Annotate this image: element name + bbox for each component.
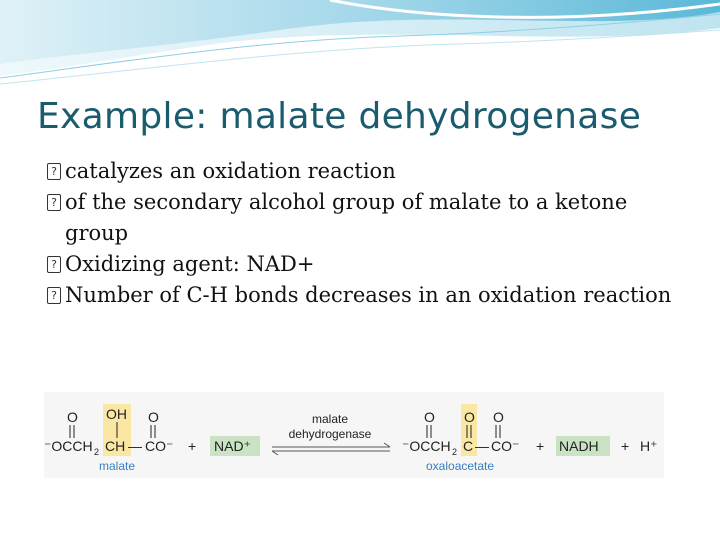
bullet-item (47, 280, 687, 311)
bullet-text: of the secondary alcohol group of malate to a ketone group (65, 190, 628, 245)
oxaloacetate-label: oxaloacetate (426, 459, 495, 473)
oxaloacetate-formula-end: CO⁻ (491, 438, 520, 454)
bullet-glyph-icon: ? (47, 194, 61, 211)
malate-subscript-2: 2 (94, 447, 100, 457)
enzyme-name-line1: malate (311, 412, 349, 426)
equilibrium-arrows-icon (272, 443, 390, 455)
malate-formula-ch: CH (105, 438, 126, 454)
header-wave-decoration (0, 0, 720, 90)
reaction-figure (44, 392, 664, 478)
bullet-glyph-icon: ? (47, 163, 61, 180)
plus-sign-1: + (188, 438, 197, 454)
malate-top-o1: O (67, 409, 78, 425)
malate-label: malate (99, 459, 136, 473)
bullet-text: Oxidizing agent: NAD+ (65, 252, 315, 276)
malate-oxidation-reaction-diagram (44, 392, 664, 478)
oxaloacetate-top-o3: O (493, 409, 504, 425)
oxaloacetate-formula-start: ⁻OCCH (402, 438, 451, 454)
bullet-item (47, 187, 687, 249)
bullet-list (47, 156, 687, 311)
nadh-label: NADH (559, 438, 599, 454)
oxaloacetate-top-o1: O (424, 409, 435, 425)
plus-sign-3: + (621, 438, 630, 454)
bullet-item (47, 156, 687, 187)
proton-label: H⁺ (640, 438, 658, 454)
malate-top-o2: O (148, 409, 159, 425)
oxaloacetate-formula-dash: — (475, 438, 489, 454)
malate-top-oh: OH (106, 406, 127, 422)
malate-formula-dash: — (128, 438, 142, 454)
oxaloacetate-subscript-2: 2 (452, 447, 458, 457)
malate-formula-start: ⁻OCCH (44, 438, 93, 454)
bullet-text: catalyzes an oxidation reaction (65, 159, 396, 183)
bullet-glyph-icon: ? (47, 287, 61, 304)
nad-label: NAD⁺ (214, 438, 251, 454)
oxaloacetate-top-o2: O (464, 409, 475, 425)
plus-sign-2: + (536, 438, 545, 454)
bullet-text: Number of C-H bonds decreases in an oxidation reaction (65, 283, 672, 307)
oxaloacetate-formula-c: C (463, 438, 474, 454)
bullet-item (47, 249, 687, 280)
malate-formula-end: CO⁻ (145, 438, 174, 454)
bullet-glyph-icon: ? (47, 256, 61, 273)
enzyme-name-line2: dehydrogenase (288, 427, 372, 441)
slide-title: Example: malate dehydrogenase (37, 96, 642, 137)
